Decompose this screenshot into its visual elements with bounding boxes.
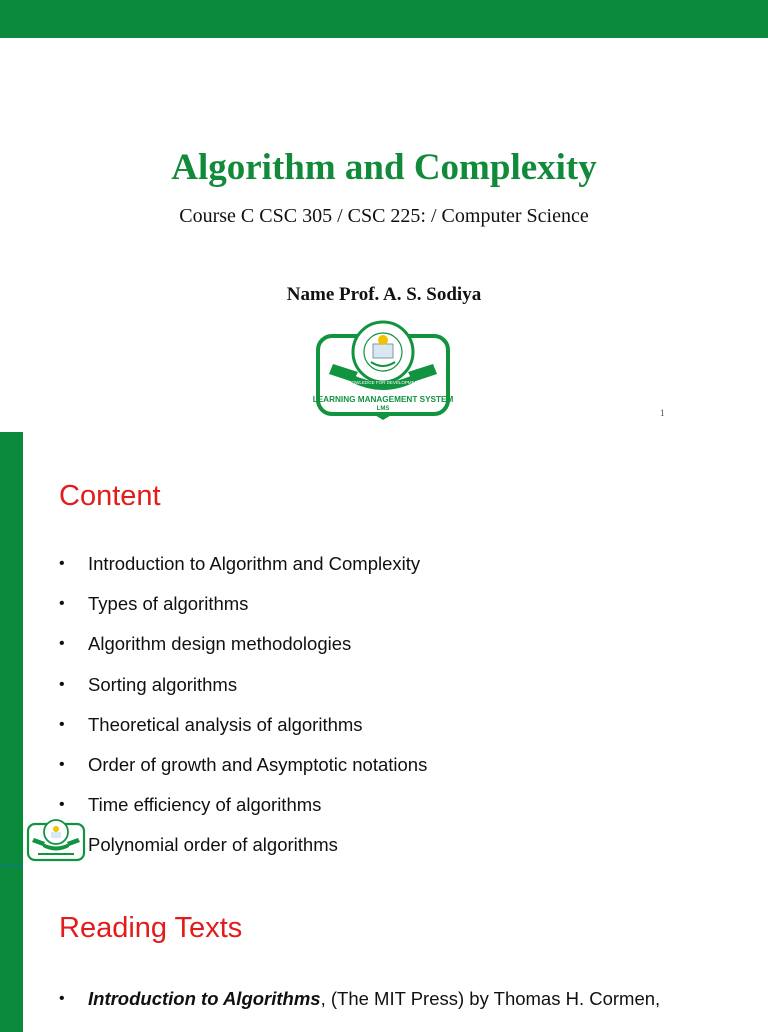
slide-number: 1 — [660, 408, 665, 418]
svg-text:KNOWLEDGE FOR DEVELOPMENT: KNOWLEDGE FOR DEVELOPMENT — [345, 380, 421, 385]
left-green-bar — [0, 432, 23, 1032]
bullet-icon: • — [59, 715, 65, 733]
top-green-bar — [0, 0, 768, 38]
svg-text:LMS: LMS — [376, 406, 390, 412]
content-heading: Content — [59, 480, 161, 512]
bullet-icon: • — [59, 595, 65, 613]
lms-logo — [313, 318, 453, 426]
reading-texts-heading: Reading Texts — [59, 912, 243, 944]
bullet-icon: • — [59, 990, 65, 1007]
bullet-icon: • — [59, 755, 65, 773]
bullet-icon: • — [59, 796, 65, 814]
bullet-icon: • — [59, 675, 65, 693]
bullet-icon: • — [59, 635, 65, 653]
slide-title: Algorithm and Complexity — [171, 147, 597, 188]
svg-text:LEARNING MANAGEMENT SYSTEM: LEARNING MANAGEMENT SYSTEM — [313, 395, 453, 404]
book-title: Introduction to Algorithms — [88, 988, 321, 1009]
book-details: , (The MIT Press) by Thomas H. Cormen, — [320, 988, 661, 1009]
lms-logo-small — [25, 816, 87, 864]
course-line: Course C CSC 305 / CSC 225: / Computer Science — [179, 205, 589, 227]
lecturer-name: Name Prof. A. S. Sodiya — [286, 284, 482, 305]
bullet-icon: • — [59, 555, 65, 572]
slide-divider — [0, 865, 23, 867]
